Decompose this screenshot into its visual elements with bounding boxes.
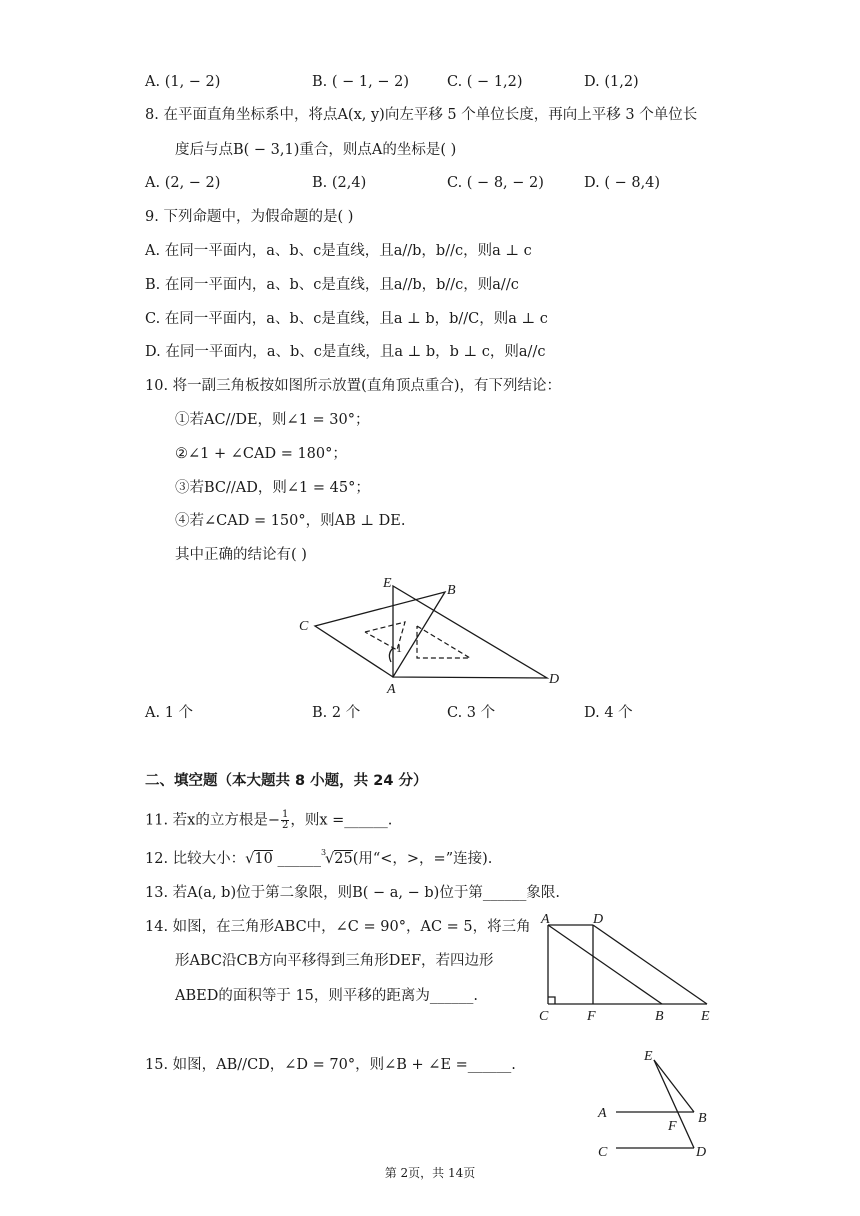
q12-radicand-1: 10: [254, 851, 273, 867]
q12-post: (用“<，>，=”连接).: [352, 851, 493, 867]
q11-fraction-denominator: 2: [282, 820, 289, 831]
right-angle-mark: [548, 997, 555, 1004]
q10-claim-2: ②∠1 + ∠CAD = 180°；: [175, 446, 347, 462]
label-c: C: [539, 1009, 549, 1024]
q14-line3: ABED的面积等于 15，则平移的距离为______.: [175, 988, 479, 1004]
label-angle-1: 1: [396, 641, 402, 655]
q12-text: [145, 849, 492, 869]
q12-blank: ______: [272, 851, 321, 867]
q11-pre: 11. 若x的立方根是−: [145, 812, 280, 829]
q11-text: [145, 810, 392, 831]
q10-option-c: C. 3 个: [447, 705, 496, 721]
label-e: E: [701, 1009, 710, 1024]
label-d: D: [549, 672, 560, 687]
q10-option-b: B. 2 个: [312, 705, 361, 721]
q12-pre: 12. 比较大小：: [145, 851, 246, 867]
q8-option-c: C. ( − 8, − 2): [447, 175, 544, 191]
q10-claim-3: ③若BC//AD，则∠1 = 45°；: [175, 480, 370, 496]
q7-option-d: D. (1,2): [584, 74, 639, 90]
q11-post: ，则x =______.: [290, 812, 393, 829]
q10-option-a: A. 1 个: [145, 705, 194, 721]
q9-option-d: D. 在同一平面内，a、b、c是直线，且a ⊥ b，b ⊥ c，则a//c: [145, 344, 546, 360]
label-a: A: [387, 682, 396, 697]
q12-cbrt: 3 √25: [325, 849, 353, 869]
q14-line2: 形ABC沿CB方向平移得到三角形DEF，若四边形: [175, 953, 494, 969]
q15-text: 15. 如图，AB//CD，∠D = 70°，则∠B + ∠E =______.: [145, 1057, 516, 1073]
segment-de: [593, 925, 707, 1004]
q7-option-c: C. ( − 1,2): [447, 74, 523, 90]
dashed-inner-right: [417, 626, 470, 658]
q10-claim-1: ①若AC//DE，则∠1 = 30°；: [175, 412, 370, 428]
q14-line1: 14. 如图，在三角形ABC中，∠C = 90°，AC = 5，将三角: [145, 919, 531, 935]
q11-fraction-numerator: 1: [282, 809, 289, 820]
label-b: B: [655, 1009, 664, 1024]
q8-stem-line1: 8. 在平面直角坐标系中，将点A(x, y)向左平移 5 个单位长度，再向上平移 3 个单位长: [145, 107, 698, 123]
label-a: A: [598, 1106, 607, 1121]
label-f: F: [668, 1119, 677, 1134]
q9-stem: 9. 下列命题中，为假命题的是( ): [145, 209, 354, 225]
q8-option-d: D. ( − 8,4): [584, 175, 661, 191]
q8-option-b: B. (2,4): [312, 175, 367, 191]
q10-claim-4: ④若∠CAD = 150°，则AB ⊥ DE.: [175, 513, 406, 529]
q7-option-b: B. ( − 1, − 2): [312, 74, 409, 90]
label-c: C: [598, 1145, 608, 1160]
q13-text: 13. 若A(a, b)位于第二象限，则B( − a, − b)位于第______象限.: [145, 885, 560, 901]
q12-radicand-2: 25: [334, 851, 353, 867]
label-a: A: [541, 912, 550, 927]
label-b: B: [698, 1111, 707, 1126]
segment-ab: [548, 925, 662, 1004]
q10-ask: 其中正确的结论有( ): [175, 547, 307, 563]
label-c: C: [299, 619, 309, 634]
label-e: E: [383, 576, 392, 591]
page-footer: 第 2页，共 14页: [384, 1166, 476, 1180]
q10-stem: 10. 将一副三角板按如图所示放置(直角顶点重合)，有下列结论：: [145, 378, 561, 394]
q14-translation-figure: [535, 907, 725, 1025]
label-e: E: [644, 1049, 653, 1064]
q11-fraction: [281, 810, 289, 831]
q10-triangle-figure: [295, 570, 575, 695]
label-b: B: [447, 583, 456, 598]
q7-option-a: A. (1, − 2): [145, 74, 221, 90]
q12-sqrt-1: √10: [245, 851, 273, 867]
label-d: D: [593, 912, 604, 927]
triangle-ead: [393, 586, 547, 678]
q8-option-a: A. (2, − 2): [145, 175, 221, 191]
q12-root-index: 3: [320, 848, 327, 857]
q9-option-b: B. 在同一平面内，a、b、c是直线，且a//b，b//c，则a//c: [145, 277, 519, 293]
q10-option-d: D. 4 个: [584, 705, 633, 721]
label-f: F: [587, 1009, 596, 1024]
q8-stem-line2: 度后与点B( − 3,1)重合，则点A的坐标是( ): [175, 142, 457, 158]
q9-option-a: A. 在同一平面内，a、b、c是直线，且a//b，b//c，则a ⊥ c: [145, 243, 532, 259]
q9-option-c: C. 在同一平面内，a、b、c是直线，且a ⊥ b，b//C，则a ⊥ c: [145, 311, 548, 327]
section-2-title: 二、填空题（本大题共 8 小题，共 24 分）: [145, 773, 428, 789]
q15-parallel-figure: [594, 1046, 724, 1164]
label-d: D: [696, 1145, 707, 1160]
